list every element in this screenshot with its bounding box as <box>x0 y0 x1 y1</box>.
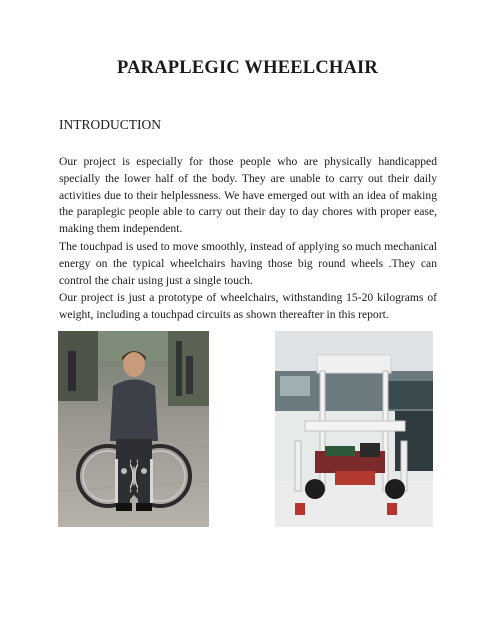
wheelchair-user-illustration <box>58 331 209 527</box>
section-heading: INTRODUCTION <box>59 117 161 132</box>
prototype-illustration <box>275 331 433 527</box>
paragraph-3: Our project is just a prototype of wheelchairs, withstanding 15-20 kilograms of weight, including a touchpad circuits as shown thereafter in this report. <box>59 291 437 321</box>
page-title: PARAPLEGIC WHEELCHAIR <box>116 58 378 78</box>
paragraph-2: The touchpad is used to move smoothly, instead of applying so much mechanical energy on the typical wheelchairs having those big round wheels .They can control the chair using just a single touch. <box>59 240 437 287</box>
prototype-photo <box>275 331 433 527</box>
wheelchair-user-photo <box>58 331 209 527</box>
paragraph-1: Our project is especially for those people who are physically handicapped specially the lower half of the body. They are unable to carry out their daily activities due to their helplessness. We have emerged out with an idea of making the paraplegic people able to carry out their day to day chores with proper ease, making them independent. <box>59 155 437 236</box>
